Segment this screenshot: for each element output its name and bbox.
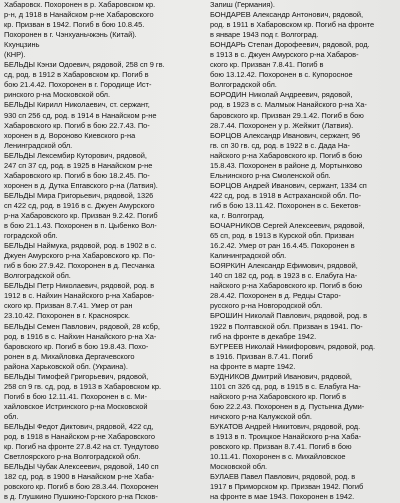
right-column-text-line: 65 сп, род. в 1913 в Курской обл. Призван [210, 231, 354, 241]
left-column-text-line: сп 422 сд, род. в 1916 в с. Джуен Амурского [4, 200, 155, 211]
left-column [4, 0, 200, 502]
right-column-text-line: в 1916. Призван 8.7.41. Погиб [210, 351, 313, 361]
left-column-text-line: (КНР). [4, 50, 26, 60]
left-column-text-line: кр. Погиб на фронте 27.8.42 на ст. Тундутово [4, 442, 159, 452]
left-column-text-line: 247 сп 37 сд, род. в 1925 в Нанайском р-не [4, 160, 153, 170]
right-column-text-line: БОРЦОВ Андрей Иванович, сержант, 1334 сп [210, 180, 367, 191]
left-column-text-line: в бою 21.1.43. Похоронен в п. Цыбенко Вол- [4, 221, 157, 231]
right-column-text-line: БРОШИН Николай Павлович, рядовой, род. в [210, 311, 368, 321]
left-column-text-line: БЕЛЬДЫ Тимофей Григорьевич, рядовой, [4, 371, 149, 381]
right-column-text-line: 28.4.42. Похоронен в д. Редцы Старо- [210, 291, 341, 301]
left-column-text-line: БЕЛЬДЫ Лексембир Куторович, рядовой, [4, 150, 147, 160]
left-column-text-line: баровского кр. Погиб в бою 19.8.43. Похо- [4, 341, 149, 351]
right-column-text-line: БОЯРКИН Александр Ефимович, рядовой, [210, 261, 358, 271]
left-column-text-line: Джуен Амурского р-на Хабаровского кр. По- [4, 251, 155, 261]
right-column-text-line: БУГРЕЕВ Николай Никифорович, рядовой, род. [210, 341, 376, 351]
left-column-text-line: хайловское Истринского р-на Московской [4, 401, 148, 412]
right-column-text-line: гиб на фронте в декабре 1942. [210, 331, 317, 341]
left-column-text-line: ринского р-на Московской обл. [4, 90, 111, 100]
right-column-text-line: в 1913 в п. Троицкое Нанайского р-на Хаба- [210, 432, 362, 442]
left-column-text-line: Погиб в бою 12.11.41. Похоронен в с. Ми- [4, 391, 148, 402]
right-column-text-line: гиб в бою 13.11.42. Похоронен в с. Бекетов- [210, 200, 361, 211]
left-column-text-line: БЕЛЬДЫ Петр Николаевич, рядовой, род. в [4, 281, 155, 291]
left-column-text-line: Волгоградской обл. [4, 271, 71, 281]
left-column-text-line: БЕЛЬДЫ Чубак Алексеевич, рядовой, 140 сп [4, 462, 159, 472]
right-column-text-line: БОНДАРЕВ Александр Антонович, рядовой, [210, 10, 364, 20]
right-column-text-line: Калининградской обл. [210, 251, 287, 261]
right-column-text-line: русского р-на Новгородской обл. [210, 301, 323, 311]
left-column-text-line: района Харьковской обл. (Украина). [4, 361, 128, 371]
right-column-text-line: найского р-на Хабаровского кр. Погиб в бою [210, 281, 363, 291]
right-column-text-line: БУДНИКОВ Дмитрий Иванович, рядовой, [210, 371, 352, 381]
right-column-text-line: БУЛАЕВ Павел Павлович, рядовой, род. в [210, 472, 356, 482]
left-column-text-line: ровского кр. Погиб в бою 28.3.44. Похоронен [4, 482, 159, 492]
right-column-text-line: род. в 1911 в Хабаровском кр. Погиб на фронте [210, 20, 375, 30]
left-column-text-line: Ленинградской обл. [4, 140, 73, 150]
right-column-text-line: БОРЦОВ Александр Иванович, сержант, 96 [210, 130, 361, 140]
left-column-text-line: хоронен в д. Дутка Епгавского р-на (Латвия). [4, 180, 158, 191]
left-column-text-line: 23.10.42. Похоронен в г. Красноярск. [4, 311, 130, 321]
left-column-text-line: БЕЛЬДЫ Семен Павлович, рядовой, 28 ксбр, [4, 321, 160, 331]
right-column-text-line: бою 13.12.42. Похоронен в с. Купоросное [210, 70, 353, 80]
left-column-text-line: обл. [4, 411, 19, 422]
left-column-text-line: БЕЛЬДЫ Кэнзи Одоевич, рядовой, 258 сп 9 гв. [4, 60, 165, 70]
right-column-text-line: ничского р-на Калужской обл. [210, 411, 312, 422]
left-column-text-line: БЕЛЬДЫ Мира Григорьевич, рядовой, 1326 [4, 190, 154, 201]
right-column-text-line: 1917 в Приморском кр. Призван 1942. Погиб [210, 482, 364, 492]
two-column-layout [4, 0, 396, 502]
right-column-text-line: ровского кр. Призван 8.7.41. Погиб в бою [210, 442, 352, 452]
right-column-text-line: род. в 1923 в с. Малмыж Нанайского р-на Ха- [210, 100, 367, 110]
left-column-text-line: хоронен в д. Вороново Киевского р-на [4, 130, 136, 140]
left-column-text-line: р-на Хабаровского кр. Призван 9.2.42. Погиб [4, 210, 158, 221]
right-column-text-line: бою 22.2.43. Похоронен в д. Пустынка Думи- [210, 401, 365, 412]
right-column-text-line: в январе 1943 под г. Волгоград. [210, 30, 319, 40]
left-column-text-line: Хабаровск. Похоронен в р. Хабаровском кр. [4, 0, 156, 10]
left-column-text-line: БЕЛЬДЫ Кирилл Николаевич, ст. сержант, [4, 100, 150, 110]
right-column-text-line: Запиш (Германия). [210, 0, 275, 10]
right-column-text-line: найского р-на Хабаровского кр. Погиб в [210, 391, 347, 402]
left-column-text-line: род. в 1916 в с. Найхин Нанайского р-на Ха- [4, 331, 157, 341]
left-column-text-line: сд, род. в 1912 в Хабаровском кр. Погиб в [4, 70, 149, 80]
left-column-text-line: 182 сд, род. в 1900 в Нанайском р-не Хаба- [4, 472, 155, 482]
right-column-text-line: ка, г. Волгоград. [210, 210, 265, 221]
left-column-text-line: р-н, д 1918 в Нанайском р-не Хабаровского [4, 10, 154, 20]
left-column-text-line: БЕЛЬДЫ Наймука, рядовой, род. в 1902 в с. [4, 241, 157, 251]
left-column-text-line: гиб в бою 27.9.42. Похоронен в д. Песчанка [4, 261, 155, 271]
right-column-text-line: 422 сд, род. в 1918 в Астраханской обл. По- [210, 190, 362, 201]
right-column-text-line: 1101 сп 326 сд, род. в 1915 в с. Елабуга На- [210, 381, 361, 391]
right-column-text-line: 16.2.42. Умер от ран 16.4.45. Похоронен в [210, 241, 355, 251]
left-column-text-line: ронен в д. Михайловка Дергачевского [4, 351, 135, 361]
right-column-text-line: ского кр. Призван 7.8.41. Погиб в [210, 60, 324, 70]
right-column-text-line: найского р-на Хабаровского кр. Погиб в бою [210, 150, 363, 160]
right-column-text-line: Московской обл. [210, 462, 268, 472]
left-column-text-line: кр. Призван в 1942. Погиб в бою 10.8.45. [4, 20, 145, 30]
right-column [210, 0, 396, 502]
right-column-text-line: в 1913 в с. Джуен Амурского р-на Хабаров- [210, 50, 359, 60]
right-column-text-line: баровского кр. Призван 29.1.42. Погиб в бою [210, 110, 364, 120]
right-column-text-line: БУКАТОВ Андрей Никитович, рядовой, род. [210, 421, 361, 432]
left-column-text-line: 930 сп 256 сд, род. в 1914 в Нанайском р-не [4, 110, 157, 120]
right-column-text-line: на фронте в мае 1943. Похоронен в 1942. [210, 492, 355, 502]
right-column-text-line: Волгоградской обл. [210, 80, 277, 90]
left-column-text-line: род. в 1918 в Нанайском р-не Хабаровского [4, 432, 155, 442]
left-column-text-line: 1912 в с. Найхин Нанайского р-на Хабаров- [4, 291, 155, 301]
right-column-text-line: БОЧАРНИКОВ Сергей Алексеевич, рядовой, [210, 221, 365, 231]
left-column-text-line: в д. Глушкино Пушкино-Горского р-на Псков- [4, 492, 158, 502]
left-column-text-line: бою 21.4.42. Похоронен в г. Городище Ист- [4, 80, 152, 90]
right-column-text-line: 10.11.41. Похоронен в с. Михайловское [210, 452, 346, 462]
right-column-text-line: 1922 в Полтавской обл. Призван в 1941. По- [210, 321, 363, 331]
left-column-text-line: Хабаровского кр. Погиб в бою 22.7.43. По- [4, 120, 150, 130]
right-column-text-line: Ельнинского р-на Смоленской обл. [210, 170, 331, 180]
right-column-text-line: 15.8.43. Похоронен в районе д. Мортынково [210, 160, 363, 170]
right-column-text-line: 140 сп 182 сд, род. в 1923 в с. Елабуга На- [210, 271, 358, 281]
left-column-text-line: Светлоярского р-на Волгоградской обл. [4, 452, 141, 462]
left-column-text-line: БЕЛЬДЫ Федот Диктович, рядовой, 422 сд, [4, 421, 154, 432]
right-column-text-line: на фронте в марте 1942. [210, 361, 296, 371]
left-column-text-line: 258 сп 9 гв. сд, род. в 1913 в Хабаровском кр. [4, 381, 162, 391]
left-column-text-line: Хабаровского кр. Погиб в бою 18.2.45. По- [4, 170, 150, 180]
right-column-text-line: гв. сп 30 гв. сд, род. в 1922 в с. Дада На- [210, 140, 350, 150]
right-column-text-line: БОРОДИН Николай Андреевич, рядовой, [210, 90, 353, 100]
right-column-text-line: БОНДАРЬ Степан Дорофеевич, рядовой, род. [210, 40, 370, 50]
right-column-text-line: 28.7.44. Похоронен у р. Жейжит (Латвия). [210, 120, 354, 130]
left-column-text-line: ского кр. Призван 8.7.41. Умер от ран [4, 301, 133, 311]
left-column-text-line: Похоронен в г. Чэнхуаньчжэнь (Китай). [4, 30, 137, 40]
left-column-text-line: Кхунцзинь [4, 40, 40, 50]
left-column-text-line: гоградской обл. [4, 231, 58, 241]
